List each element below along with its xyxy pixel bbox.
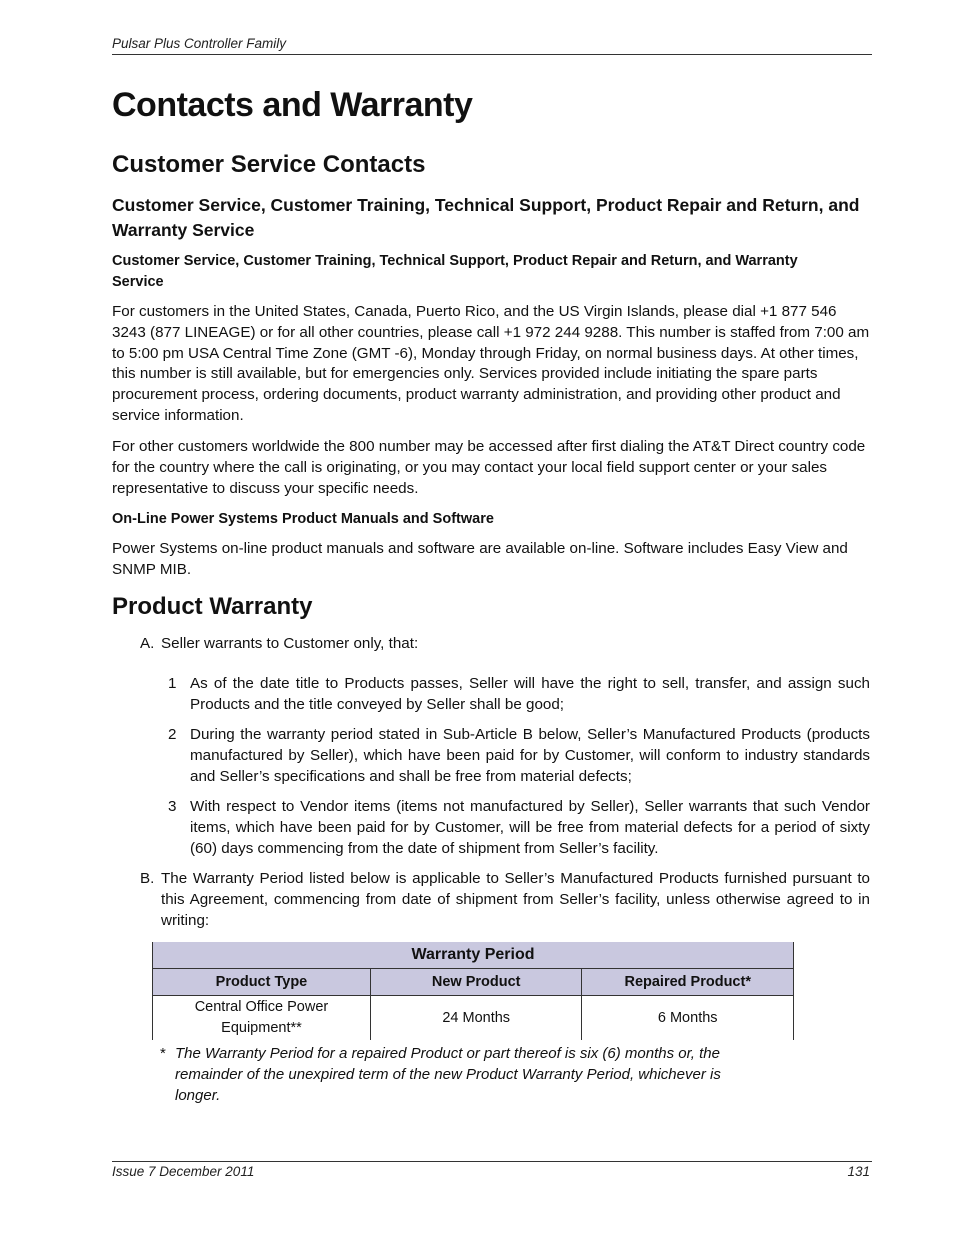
minor-heading-customer-service: Customer Service, Customer Training, Technical Support, Product Repair and Return, and Warranty Service xyxy=(112,253,798,290)
table-cell-new-product: 24 Months xyxy=(370,996,582,1041)
footnote-marker: * xyxy=(160,1045,166,1062)
column-header-new-product: New Product xyxy=(370,969,582,996)
table-header-row xyxy=(153,969,794,996)
table-caption-row xyxy=(153,942,794,969)
section-heading-customer-service-contacts: Customer Service Contacts xyxy=(112,151,426,178)
running-footer xyxy=(112,1161,872,1179)
warranty-period-table xyxy=(152,942,794,1040)
list-marker: 2 xyxy=(168,726,177,743)
document-page xyxy=(112,0,872,1235)
footer-issue: Issue 7 December 2011 xyxy=(112,1164,255,1179)
table-caption: Warranty Period xyxy=(153,942,794,969)
list-item-text: With respect to Vendor items (items not manufactured by Seller), Seller warrants that such Vendor items, which have been paid for by Customer, will be free from material defects for a period of sixty (60) days commencing from the date of shipment from Seller’s facility. xyxy=(190,798,870,857)
subsection-heading-customer-service: Customer Service, Customer Training, Technical Support, Product Repair and Return, and Warranty Service xyxy=(112,195,860,240)
list-item-text: During the warranty period stated in Sub-Article B below, Seller’s Manufactured Products (products manufactured by Seller), which have been paid for by Customer, will conform to industry standards and Seller’s specifications and shall be free from material defects; xyxy=(190,726,870,785)
list-marker: 3 xyxy=(168,798,177,815)
paragraph-customer-service-phone: For customers in the United States, Canada, Puerto Rico, and the US Virgin Islands, please dial +1 877 546 3243 (877 LINEAGE) or for all other countries, please call +1 972 244 9288. This number is staffed from 7:00 am to 5:00 pm USA Central Time Zone (GMT -6), Monday through Friday, on normal business days. At other times, this number is still available, but for emergencies only. Services provided include initiating the spare parts procurement process, ordering documents, product warranty administration, and providing other product and service information. xyxy=(112,303,870,424)
table-row xyxy=(153,996,794,1041)
chapter-title: Contacts and Warranty xyxy=(112,86,473,124)
list-item-text: The Warranty Period listed below is applicable to Seller’s Manufactured Products furnished pursuant to this Agreement, commencing from date of shipment from Seller’s facility, unless otherwise agreed to in writing: xyxy=(161,870,870,929)
paragraph-online-manuals: Power Systems on-line product manuals and software are available on-line. Software includes Easy View and SNMP MIB. xyxy=(112,540,848,578)
list-marker: A. xyxy=(140,635,155,652)
minor-heading-online-manuals: On-Line Power Systems Product Manuals and Software xyxy=(112,511,494,527)
list-marker: B. xyxy=(140,870,155,887)
footnote-text: The Warranty Period for a repaired Product or part thereof is six (6) months or, the remainder of the unexpired term of the new Product Warranty Period, whichever is longer. xyxy=(175,1045,721,1104)
page-number: 131 xyxy=(847,1164,870,1179)
list-item-text: Seller warrants to Customer only, that: xyxy=(161,635,419,652)
table-cell-repaired-product: 6 Months xyxy=(582,996,794,1041)
running-header xyxy=(112,36,872,55)
table-cell-product-type: Central Office Power Equipment** xyxy=(153,996,371,1041)
column-header-product-type: Product Type xyxy=(153,969,371,996)
list-marker: 1 xyxy=(168,675,177,692)
list-item-text: As of the date title to Products passes, Seller will have the right to sell, transfer, and assign such Products and the title conveyed by Seller shall be good; xyxy=(190,675,870,713)
section-heading-product-warranty: Product Warranty xyxy=(112,593,313,620)
column-header-repaired-product: Repaired Product* xyxy=(582,969,794,996)
paragraph-worldwide-customers: For other customers worldwide the 800 number may be accessed after first dialing the AT&T Direct country code for the country where the call is originating, or you may contact your local field support center or your sales representative to discuss your specific needs. xyxy=(112,438,866,497)
running-header-title: Pulsar Plus Controller Family xyxy=(112,36,287,51)
